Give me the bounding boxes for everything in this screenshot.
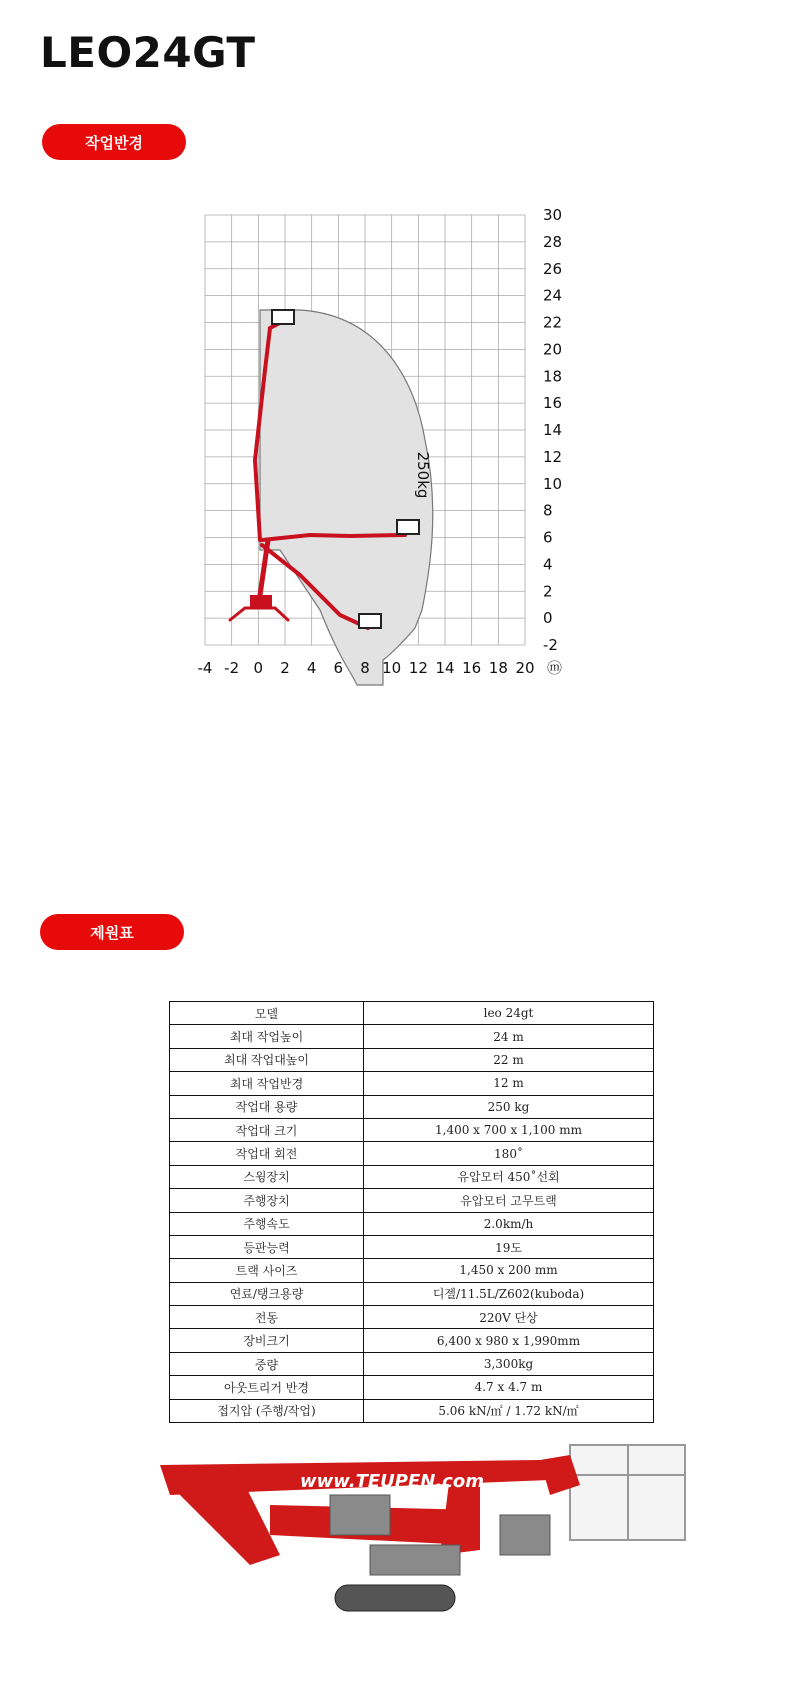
table-row <box>170 1352 654 1375</box>
spec-label: 장비크기 <box>170 1329 364 1352</box>
table-row <box>170 1306 654 1329</box>
table-row <box>170 1048 654 1071</box>
spec-label: 스윙장치 <box>170 1165 364 1188</box>
table-row <box>170 1376 654 1399</box>
x-tick-label: 4 <box>306 659 317 677</box>
y-tick-label: 28 <box>543 232 563 251</box>
x-tick-label: 20 <box>515 659 535 677</box>
spec-value: 220V 단상 <box>364 1306 654 1329</box>
spec-value: 2.0km/h <box>364 1212 654 1235</box>
spec-value: leo 24gt <box>364 1002 654 1025</box>
x-tick-label: 14 <box>435 659 455 677</box>
table-row <box>170 1165 654 1188</box>
spec-value: 1,450 x 200 mm <box>364 1259 654 1282</box>
y-tick-label: 16 <box>543 394 563 413</box>
spec-value: 3,300kg <box>364 1352 654 1375</box>
spec-value: 180˚ <box>364 1142 654 1165</box>
table-row <box>170 1002 654 1025</box>
spec-label: 주행속도 <box>170 1212 364 1235</box>
y-tick-label: 18 <box>543 367 563 386</box>
x-tick-label: 10 <box>382 659 402 677</box>
spec-value: 유압모터 450˚선회 <box>364 1165 654 1188</box>
spec-value: 250 kg <box>364 1095 654 1118</box>
spec-label: 트랙 사이즈 <box>170 1259 364 1282</box>
spec-value: 24 m <box>364 1025 654 1048</box>
table-row <box>170 1072 654 1095</box>
spec-badge: 제원표 <box>40 914 184 950</box>
x-tick-label: 12 <box>408 659 428 677</box>
y-tick-label: 0 <box>543 609 553 628</box>
spec-label: 접지압 (주행/작업) <box>170 1399 364 1422</box>
x-tick-label: 2 <box>280 659 290 677</box>
spec-label: 최대 작업반경 <box>170 1072 364 1095</box>
platform-basket <box>570 1445 685 1540</box>
spec-value: 12 m <box>364 1072 654 1095</box>
x-tick-label: 0 <box>253 659 264 677</box>
y-tick-label: 14 <box>543 421 563 439</box>
spec-label: 주행장치 <box>170 1189 364 1212</box>
table-row <box>170 1025 654 1048</box>
spec-label: 연료/탱크용량 <box>170 1282 364 1305</box>
y-tick-label: 20 <box>543 340 563 359</box>
x-tick-label: 8 <box>360 659 370 677</box>
spec-label: 작업대 회전 <box>170 1142 364 1165</box>
brand-logo: www.TEUPEN.com <box>300 1471 484 1492</box>
working-radius-badge: 작업반경 <box>42 124 186 160</box>
x-tick-label: -4 <box>197 659 213 677</box>
y-tick-label: 30 <box>543 206 563 224</box>
x-tick-label: 18 <box>488 659 508 677</box>
table-row <box>170 1142 654 1165</box>
spec-label: 작업대 용량 <box>170 1095 364 1118</box>
working-envelope <box>260 310 433 685</box>
y-tick-label: 12 <box>543 447 563 466</box>
spec-label: 등판능력 <box>170 1235 364 1258</box>
spec-label: 작업대 크기 <box>170 1118 364 1141</box>
spec-value: 5.06 kN/㎡ / 1.72 kN/㎡ <box>364 1399 654 1422</box>
working-range-chart <box>197 206 620 740</box>
table-row <box>170 1095 654 1118</box>
x-unit-label: ⓜ <box>547 659 563 677</box>
working-range-svg <box>197 206 620 740</box>
spec-label: 전동 <box>170 1306 364 1329</box>
track <box>335 1585 455 1611</box>
table-row <box>170 1212 654 1235</box>
table-row <box>170 1399 654 1422</box>
y-tick-label: -2 <box>543 636 558 654</box>
table-row <box>170 1329 654 1352</box>
x-tick-label: 16 <box>462 659 482 677</box>
y-tick-label: 10 <box>543 474 563 493</box>
table-row <box>170 1189 654 1212</box>
spec-table <box>169 1001 654 1423</box>
table-row <box>170 1235 654 1258</box>
y-tick-label: 22 <box>543 313 563 332</box>
table-row <box>170 1282 654 1305</box>
load-annotation: 250kg <box>414 451 432 499</box>
table-row <box>170 1118 654 1141</box>
spec-label: 중량 <box>170 1352 364 1375</box>
x-tick-label: -2 <box>224 659 240 677</box>
y-tick-label: 4 <box>543 555 553 574</box>
spec-value: 1,400 x 700 x 1,100 mm <box>364 1118 654 1141</box>
spec-label: 모델 <box>170 1002 364 1025</box>
y-tick-label: 24 <box>543 286 563 305</box>
page-title: LEO24GT <box>40 28 256 77</box>
x-tick-label: 6 <box>333 659 344 677</box>
spec-value: 19도 <box>364 1235 654 1258</box>
spec-value: 디젤/11.5L/Z602(kuboda) <box>364 1282 654 1305</box>
spec-value: 4.7 x 4.7 m <box>364 1376 654 1399</box>
spec-label: 아웃트리거 반경 <box>170 1376 364 1399</box>
y-tick-label: 2 <box>543 582 553 601</box>
spec-value: 6,400 x 980 x 1,990mm <box>364 1329 654 1352</box>
machine-image <box>150 1435 690 1615</box>
table-row <box>170 1259 654 1282</box>
y-tick-label: 8 <box>543 501 553 520</box>
y-tick-label: 26 <box>543 259 563 278</box>
spec-value: 유압모터 고무트랙 <box>364 1189 654 1212</box>
y-tick-label: 6 <box>543 528 553 547</box>
spec-label: 최대 작업높이 <box>170 1025 364 1048</box>
spec-value: 22 m <box>364 1048 654 1071</box>
spec-label: 최대 작업대높이 <box>170 1048 364 1071</box>
